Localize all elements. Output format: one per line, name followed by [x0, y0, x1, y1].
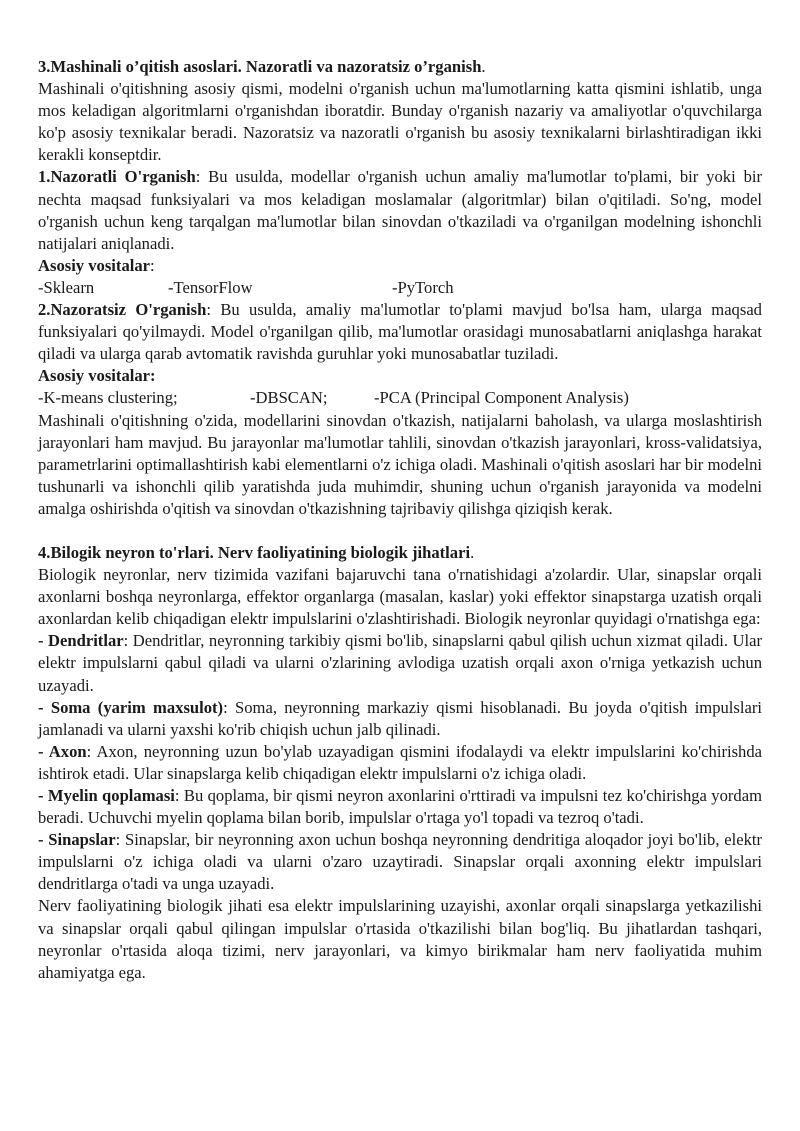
supervised-text: : Bu usulda, modellar o'rganish uchun amaliy ma'lumotlar to'plami, bir yoki bir nechta maqsad funksiyalari va mos keladigan moslamalar (algoritmlar) bilan o'qitiladi. So'ng, model o'rganish uchun keng tarqalgan ma'lumotlar bilan sinovdan o'tkaziladi va o'rganilgan modelning ishonchli natijalari aniqlanadi.: [38, 167, 762, 253]
supervised-tools-label: [38, 255, 762, 277]
unsupervised-text: : Bu usulda, amaliy ma'lumotlar to'plami mavjud bo'lsa ham, ularga maqsad funksiyalari qo'yilmaydi. Model o'rganilgan qilib, ma'lumotlar orasidagi munosabatlarni aniqlashga harakat qiladi va ularga qarab avtomatik ravishda guruhlar yoki munosabatlar tuziladi.: [38, 300, 762, 364]
neuron-part-term: - Axon: [38, 741, 87, 761]
unsupervised-tools-label: Asosiy vositalar:: [38, 366, 156, 386]
tool-item: -PyTorch: [392, 277, 454, 297]
unsupervised-tools-list: [38, 387, 762, 409]
neuron-part-term: - Dendritlar: [38, 631, 124, 651]
supervised-paragraph: [38, 166, 762, 254]
section-3-closing: Mashinali o'qitishning o'zida, modellarini sinovdan o'tkazish, natijalarni baholash, va ularga moslashtirish jarayonlari ham mavjud. Bu jarayonlar ma'lumotlar tahlili, sinovdan o'tkazish jarayonlari, kross-validatsiya, parametrlarini optimallashtirish kabi elementlarni o'z ichiga oladi. Mashinali o'qitish asoslari har bir modelni tushunarli va ishonchli qilib yaratishda juda muhimdir, shuning uchun o'rganish jarayonida va modelni amalga oshirishda o'qitish va sinovdan o'tkazishning tajribaviy qilishga qiziqish kerak.: [38, 410, 762, 518]
neuron-part-soma: [38, 697, 762, 741]
supervised-tools-label-text: Asosiy vositalar: [38, 255, 151, 275]
neuron-part-axon: [38, 741, 762, 785]
neuron-part-text: : Sinapslar, bir neyronning axon uchun boshqa neyronning dendritiga aloqador joyi bo'lib, elektr impulslarni o'z ichiga oladi va ularni o'zaro uzaytiradi. Sinapslar orqali axonning elektr impulslari dendritlarga o'tadi va unga uzayadi.: [38, 830, 762, 894]
section-3-title-period: .: [481, 57, 486, 76]
tool-item: -TensorFlow: [168, 277, 253, 297]
section-4-closing: Nerv faoliyatining biologik jihati esa elektr impulslarining uzayishi, axonlar orqali sinapslarga yetkazilishi va sinapslar orqali qabul qilingan impulslar o'rtasida o'tkazilishi bilan bog'liq. Bu jihatlardan tashqari, neyronlar o'rtasida aloqa tizimi, nerv jarayonlari, va kimyo birikmalar ham nerv faoliyatida muhim ahamiyatga ega.: [38, 896, 762, 982]
neuron-part-text: : Dendritlar, neyronning tarkibiy qismi bo'lib, sinapslarni qabul qilish uchun xizmat qiladi. Ular elektr impulslarni qabul qiladi va ularni o'zlarining avlodiga uzatish orqali axon o'rniga yetkazish uchun uzayadi.: [38, 631, 762, 695]
section-3-intro: Mashinali o'qitishning asosiy qismi, modelni o'rganish uchun ma'lumotlarning katta qismini ishlatib, unga mos keladigan algoritmlarni o'rganishdan iboratdir. Bunday o'rganish nazariy va amaliyotlar o'quvchilarga ko'p asosiy texnikalar beradi. Nazoratsiz va nazoratli o'rganish bu asosiy texnikalarni birlashtiradigan ikki kerakli konseptdir.: [38, 79, 762, 165]
tool-item: -Sklearn: [38, 277, 95, 297]
neuron-part-term: - Sinapslar: [38, 830, 116, 850]
neuron-part-text: : Bu qoplama, bir qismi neyron axonlarini o'rttiradi va impulsni tez ko'chirishga yordam beradi. Uchuvchi myelin qoplama bilan borib, impulslar o'rtaga yo'l topadi va tezroq o'tadi.: [38, 786, 762, 828]
section-4-intro: Biologik neyronlar, nerv tizimida vazifani bajaruvchi tana o'rnatishidagi a'zolardir. Ular, sinapslar orqali axonlarni boshqa neyronlarga, effektor organlarga (masalan, kaslar) yoki effektor sinapstarga uzatish orqali axonlardan kelib chiqadigan elektr impulslarini o'zlashtirishadi. Biologik neyronlar quyidagi o'rnatishga ega:: [38, 565, 762, 629]
supervised-tools-list: [38, 277, 762, 299]
neuron-part-text: : Soma, neyronning markaziy qismi hisoblanadi. Bu joyda o'qitish impulslari jamlanadi va ularni yaxshi ko'rib chiqish uchun jalb qilinadi.: [38, 697, 762, 739]
unsupervised-paragraph: [38, 299, 762, 365]
neuron-part-myelin: [38, 785, 762, 829]
neuron-part-synapses: [38, 829, 762, 895]
section-4-title-period: .: [470, 542, 475, 562]
unsupervised-term: 2.Nazoratsiz O'rganish: [38, 300, 207, 320]
supervised-term: 1.Nazoratli O'rganish: [38, 167, 196, 187]
section-4-title: 4.Bilogik neyron to'rlari. Nerv faoliyatining biologik jihatlari: [38, 542, 471, 562]
neuron-part-dendrites: [38, 630, 762, 696]
section-spacer: [38, 520, 762, 542]
section-4-heading: [38, 542, 762, 564]
neuron-part-text: : Axon, neyronning uzun bo'ylab uzayadigan qismini ifodalaydi va elektr impulslarini ko'chirishda ishtirok etadi. Ular sinapslarga kelib chiqadigan elektr impulslarni o'z ichiga oladi.: [38, 741, 762, 783]
tool-item: -PCA (Principal Component Analysis): [374, 388, 629, 408]
tool-item: -DBSCAN;: [250, 388, 328, 408]
supervised-tools-label-colon: :: [150, 255, 155, 275]
neuron-part-term: - Soma (yarim maxsulot): [38, 697, 224, 717]
tool-item: -K-means clustering;: [38, 388, 178, 408]
section-3-title: 3.Mashinali o’qitish asoslari. Nazoratli va nazoratsiz o’rganish: [38, 57, 482, 76]
neuron-part-term: - Myelin qoplamasi: [38, 786, 175, 805]
section-3-heading: [38, 56, 762, 78]
